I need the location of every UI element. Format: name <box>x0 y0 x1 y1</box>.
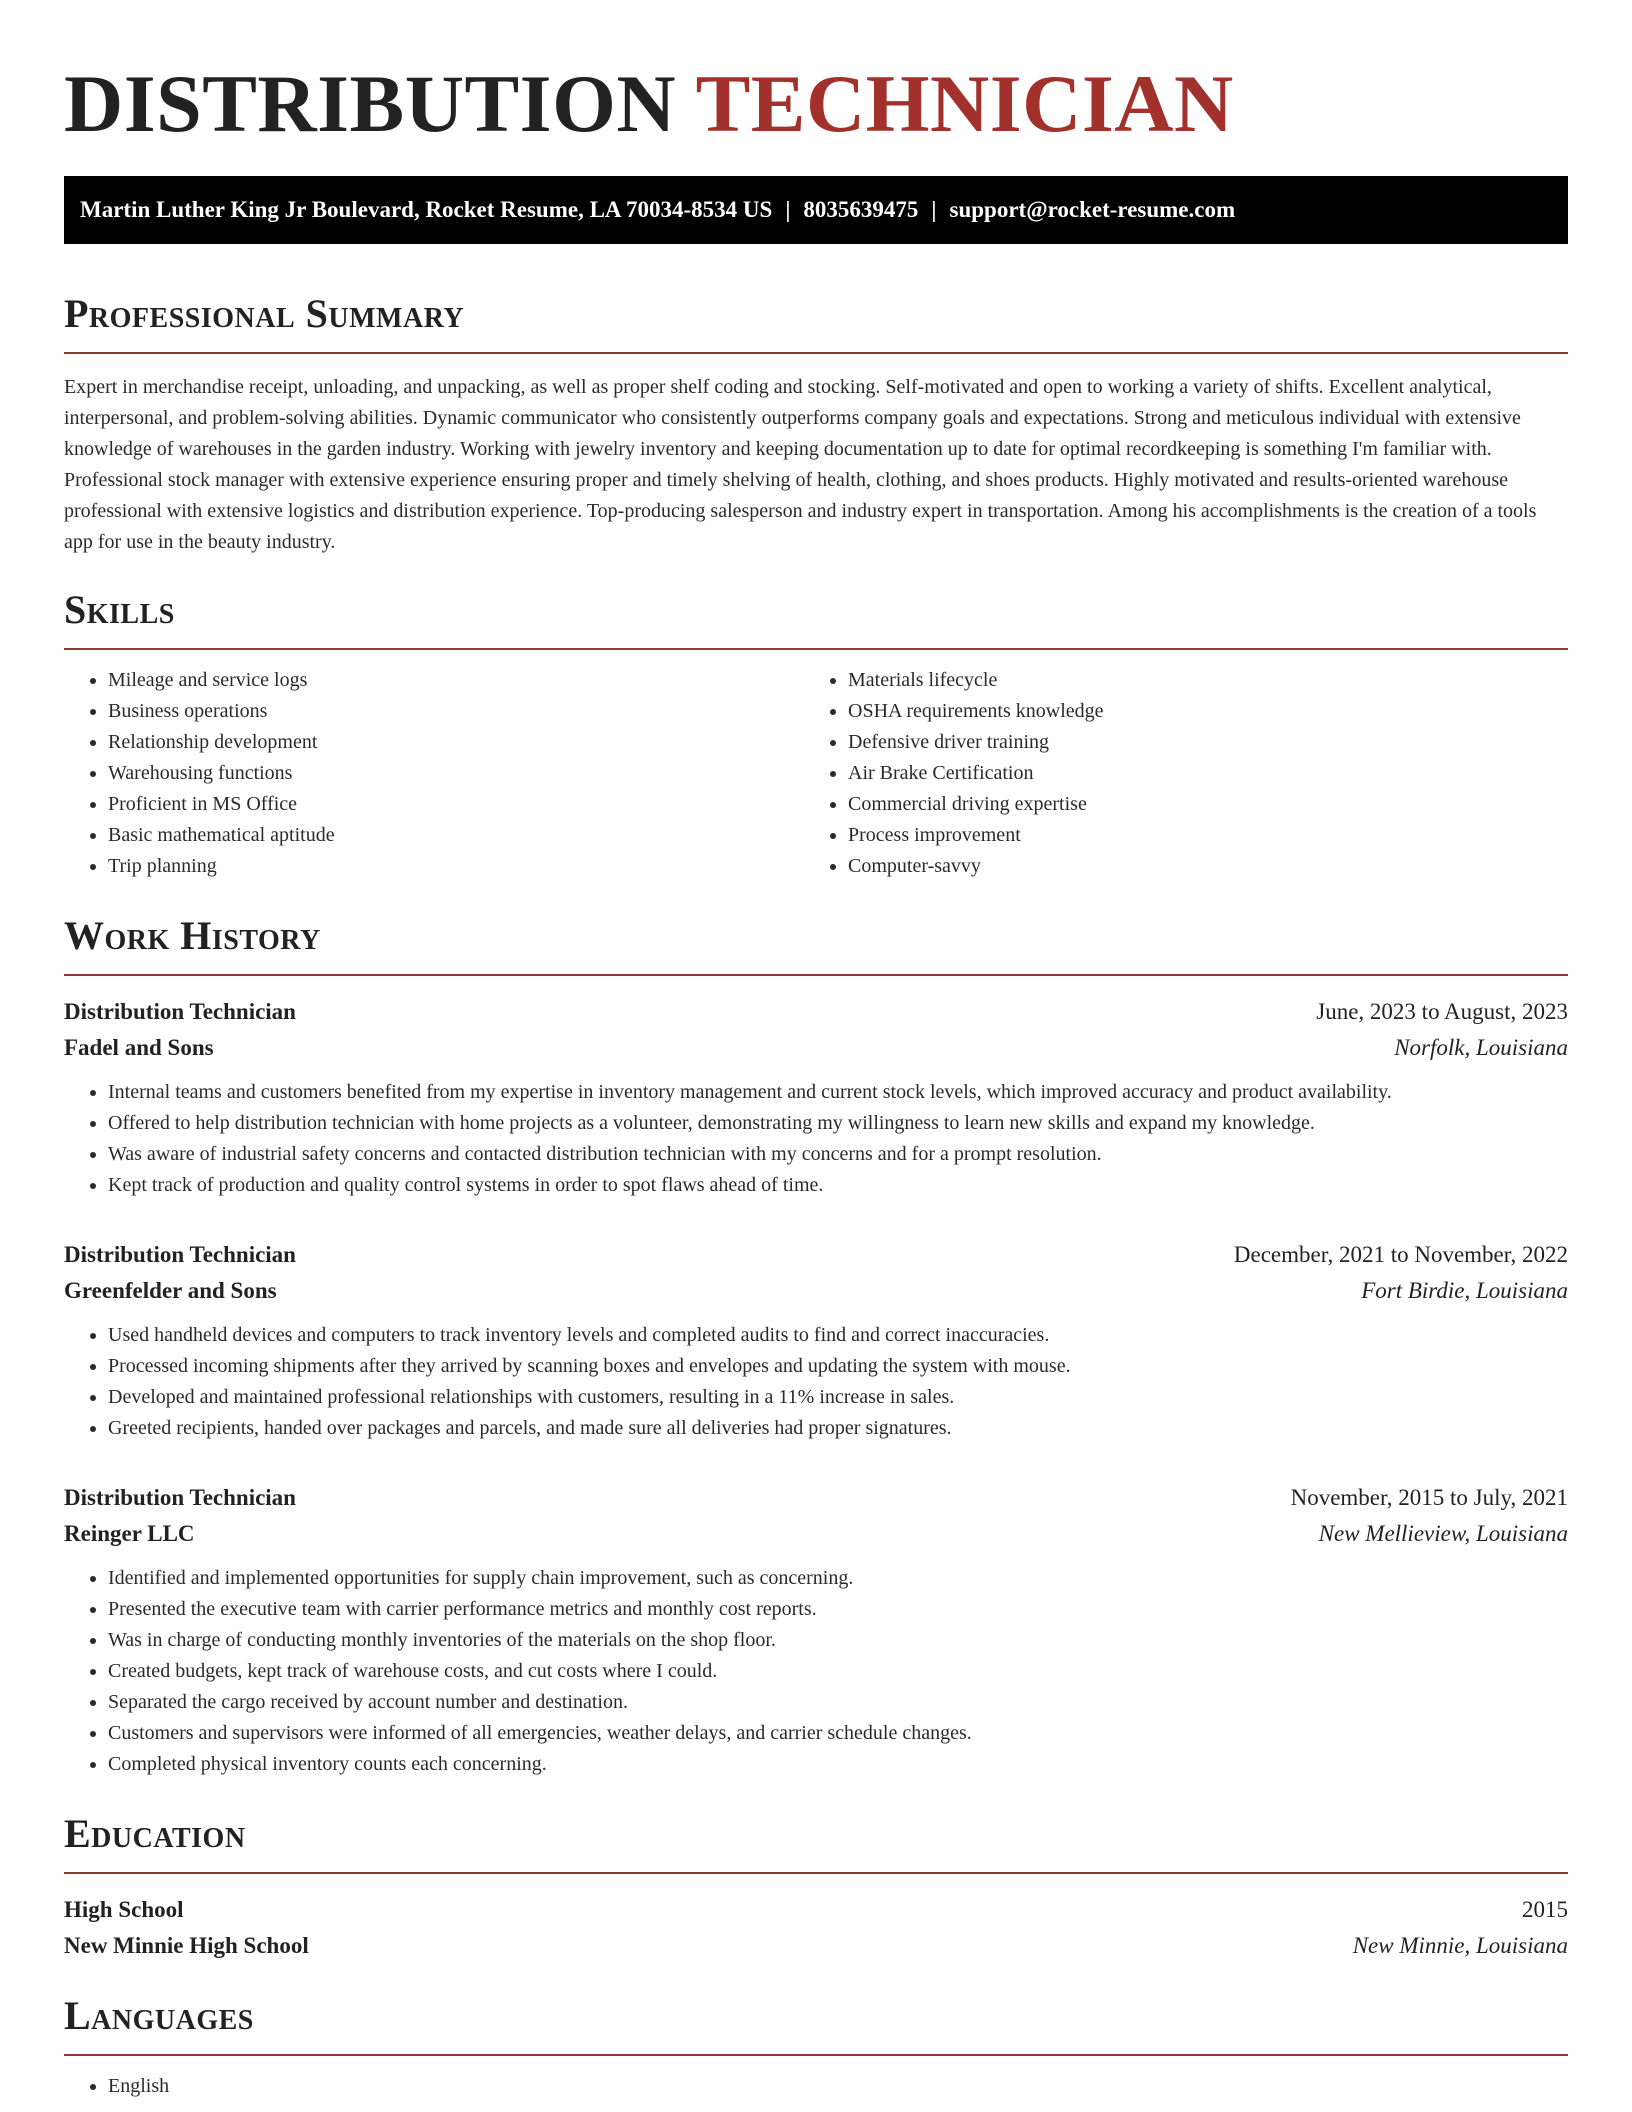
contact-separator: | <box>931 197 937 222</box>
skill-item: • OSHA requirements knowledge <box>848 696 1544 727</box>
summary-text: Expert in merchandise receipt, unloading, and unpacking, as well as proper shelf coding and stocking. Self-motivated and open to working a variety of shifts. Excellent analytical, interpersonal, and problem-solving abilities. Dynamic communicator who consistently outperforms company goals and expectations. Strong and meticulous individual with extensive knowledge of warehouses in the garden industry. Working with jewelry inventory and keeping documentation up to date for optimal recordkeeping is something I'm familiar with. Professional stock manager with extensive experience ensuring proper and timely shelving of health, clothing, and shoes products. Highly motivated and results-oriented warehouse professional with extensive logistics and distribution experience. Top-producing salesperson and industry expert in transportation. Among his accomplishments is the creation of a tools app for use in the beauty industry. <box>64 376 1537 553</box>
title-part-1: DISTRIBUTION <box>64 58 677 149</box>
languages-section <box>64 1992 1568 2102</box>
section-divider <box>64 648 1568 650</box>
contact-address: Martin Luther King Jr Boulevard, Rocket Resume, LA 70034-8534 US <box>80 197 773 222</box>
job-company-row <box>64 1516 1568 1552</box>
skills-list-left <box>64 665 804 882</box>
education-school: New Minnie High School <box>64 1933 309 1958</box>
job-bullet: • Was in charge of conducting monthly inventories of the materials on the shop floor. <box>108 1625 1568 1656</box>
education-degree: High School <box>64 1897 184 1922</box>
job-company: Reinger LLC <box>64 1521 195 1546</box>
job-bullet: • Developed and maintained professional relationships with customers, resulting in a 11% increase in sales. <box>108 1382 1568 1413</box>
job-bullet: • Greeted recipients, handed over packages and parcels, and made sure all deliveries had proper signatures. <box>108 1413 1568 1444</box>
job-bullet: • Created budgets, kept track of warehouse costs, and cut costs where I could. <box>108 1656 1568 1687</box>
education-section <box>64 1810 1568 1964</box>
job-bullet: • Processed incoming shipments after they arrived by scanning boxes and envelopes and updating the system with mouse. <box>108 1351 1568 1382</box>
job-company: Greenfelder and Sons <box>64 1278 277 1303</box>
education-year: 2015 <box>1522 1897 1568 1922</box>
job-bullet: • Presented the executive team with carrier performance metrics and monthly cost reports. <box>108 1594 1568 1625</box>
skill-item: • Air Brake Certification <box>848 758 1544 789</box>
job-bullet: • Completed physical inventory counts each concerning. <box>108 1749 1568 1780</box>
language-item: • English <box>108 2071 1568 2102</box>
languages-heading: Languages <box>64 1993 254 2038</box>
job-bullet: • Used handheld devices and computers to track inventory levels and completed audits to find and correct inaccuracies. <box>108 1320 1568 1351</box>
education-heading: Education <box>64 1811 246 1856</box>
job-bullet: • Identified and implemented opportunities for supply chain improvement, such as concerning. <box>108 1563 1568 1594</box>
contact-phone: 8035639475 <box>803 197 919 222</box>
section-divider <box>64 2054 1568 2056</box>
skill-item: • Trip planning <box>108 851 804 882</box>
job-company-row <box>64 1030 1568 1066</box>
section-divider <box>64 1872 1568 1874</box>
skills-column-left <box>64 665 804 882</box>
job-company: Fadel and Sons <box>64 1035 214 1060</box>
skill-item: • Commercial driving expertise <box>848 789 1544 820</box>
resume-title <box>64 0 1568 154</box>
skill-item: • Basic mathematical aptitude <box>108 820 804 851</box>
languages-list <box>64 2071 1568 2102</box>
section-divider <box>64 974 1568 976</box>
contact-separator: | <box>785 197 791 222</box>
contact-bar <box>64 176 1568 244</box>
job-location: Norfolk, Louisiana <box>1394 1035 1568 1060</box>
job-bullet: • Kept track of production and quality control systems in order to spot flaws ahead of time. <box>108 1170 1568 1201</box>
education-entry <box>64 1892 1568 1964</box>
job-entry <box>64 1480 1568 1780</box>
job-title: Distribution Technician <box>64 1485 296 1510</box>
job-bullets <box>64 1077 1568 1201</box>
contact-email: support@rocket-resume.com <box>949 197 1236 222</box>
education-location: New Minnie, Louisiana <box>1352 1933 1568 1958</box>
job-bullet: • Separated the cargo received by account number and destination. <box>108 1687 1568 1718</box>
job-bullets <box>64 1320 1568 1444</box>
skills-heading: Skills <box>64 587 175 632</box>
job-bullet: • Offered to help distribution technician with home projects as a volunteer, demonstrating my willingness to learn new skills and expand my knowledge. <box>108 1108 1568 1139</box>
skills-list-right <box>804 665 1544 882</box>
job-header-row <box>64 994 1568 1030</box>
section-divider <box>64 352 1568 354</box>
skill-item: • Materials lifecycle <box>848 665 1544 696</box>
work-section <box>64 912 1568 1780</box>
education-school-row <box>64 1928 1568 1964</box>
job-entry <box>64 994 1568 1201</box>
job-location: Fort Birdie, Louisiana <box>1361 1278 1568 1303</box>
education-header-row <box>64 1892 1568 1928</box>
job-title: Distribution Technician <box>64 1242 296 1267</box>
job-bullet: • Was aware of industrial safety concerns and contacted distribution technician with my concerns and for a prompt resolution. <box>108 1139 1568 1170</box>
job-dates: December, 2021 to November, 2022 <box>1233 1242 1568 1267</box>
job-title: Distribution Technician <box>64 999 296 1024</box>
job-bullet: • Customers and supervisors were informed of all emergencies, weather delays, and carrier schedule changes. <box>108 1718 1568 1749</box>
work-heading: Work History <box>64 913 321 958</box>
skills-columns <box>64 665 1568 882</box>
skill-item: • Business operations <box>108 696 804 727</box>
job-entry <box>64 1237 1568 1444</box>
job-header-row <box>64 1480 1568 1516</box>
skills-column-right <box>804 665 1544 882</box>
skill-item: • Process improvement <box>848 820 1544 851</box>
job-dates: June, 2023 to August, 2023 <box>1316 999 1568 1024</box>
job-company-row <box>64 1273 1568 1309</box>
skill-item: • Mileage and service logs <box>108 665 804 696</box>
title-part-2: TECHNICIAN <box>695 58 1234 149</box>
skill-item: • Defensive driver training <box>848 727 1544 758</box>
skill-item: • Computer-savvy <box>848 851 1544 882</box>
job-bullets <box>64 1563 1568 1780</box>
skills-section <box>64 586 1568 882</box>
job-dates: November, 2015 to July, 2021 <box>1290 1485 1568 1510</box>
job-location: New Mellieview, Louisiana <box>1318 1521 1568 1546</box>
skill-item: • Warehousing functions <box>108 758 804 789</box>
job-header-row <box>64 1237 1568 1273</box>
summary-heading: Professional Summary <box>64 291 465 336</box>
skill-item: • Proficient in MS Office <box>108 789 804 820</box>
summary-section <box>64 290 1568 558</box>
skill-item: • Relationship development <box>108 727 804 758</box>
job-bullet: • Internal teams and customers benefited from my expertise in inventory management and current stock levels, which improved accuracy and product availability. <box>108 1077 1568 1108</box>
